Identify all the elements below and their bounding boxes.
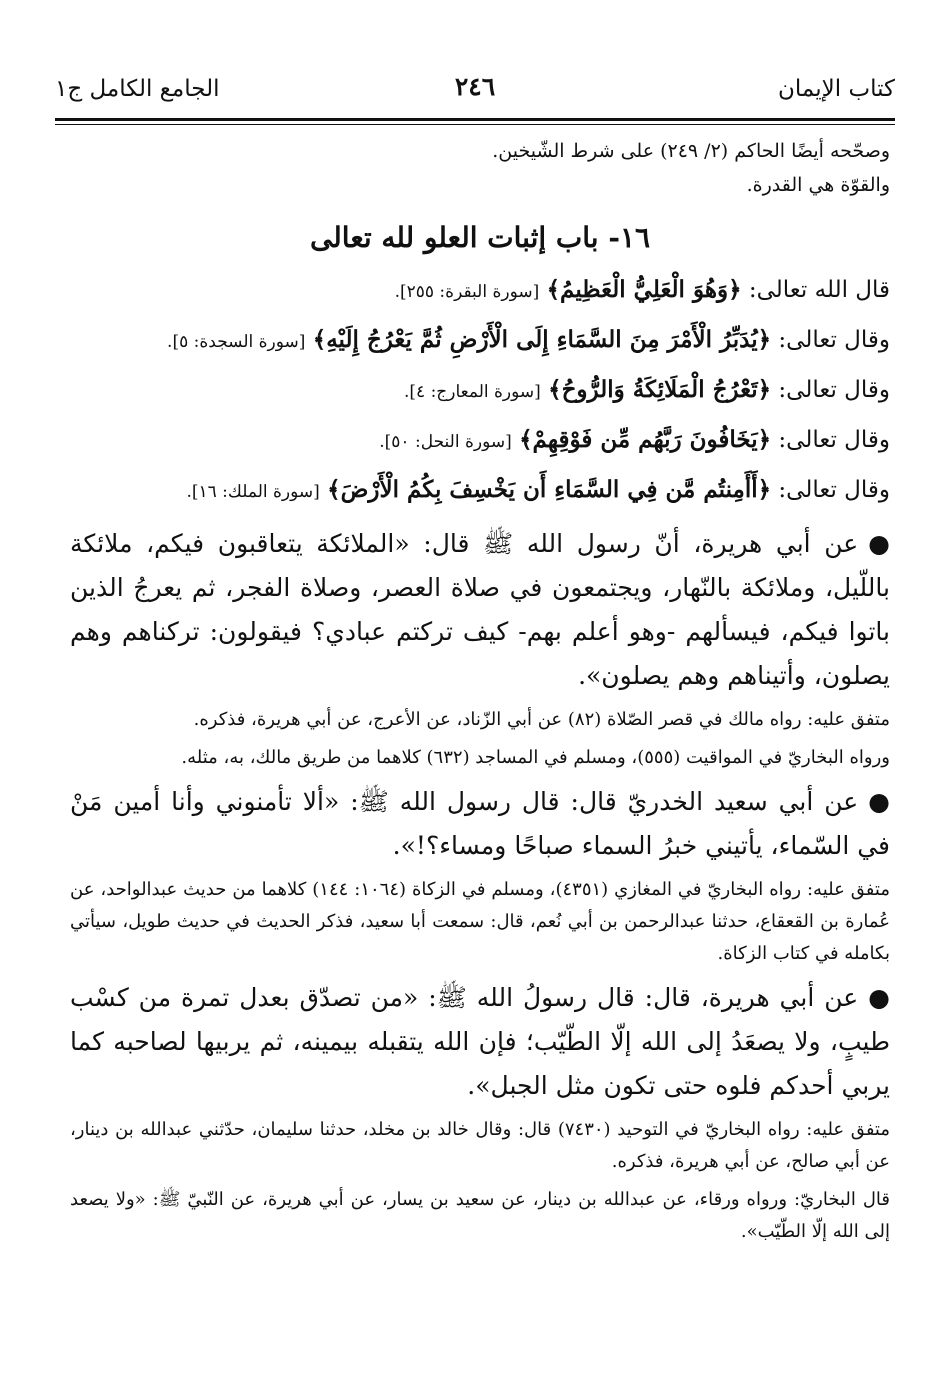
header-book-section: كتاب الإيمان: [778, 76, 895, 102]
verse-line: [70, 316, 890, 366]
hadith-2-source: متفق عليه: رواه البخاريّ في المغازي (٤٣٥١)، ومسلم في الزكاة (١٠٦٤: ١٤٤) كلاهما من حديث عبدالواحد، عن عُمارة بن القعقاع، حدثنا عبدالرحمن بن أبي نُعم، قال: سمعت أبا سعيد، فذكر الحديث في حديث طويل، سيأتي بكامله في كتاب الزكاة.: [70, 879, 890, 964]
bullet-icon: ●: [868, 529, 890, 558]
hadith-text: عن أبي هريرة، قال: قال رسولُ الله ﷺ: «من تصدّق بعدل تمرة من كسْب طيبٍ، ولا يصعَدُ إلى الله إلّا الطّيّب؛ فإن الله يتقبله بيمينه، ثم يربيها لصاحبه كما يربي أحدكم فلوه حتى تكون مثل الجبل».: [70, 983, 890, 1100]
verse-lead: وقال تعالى:: [778, 327, 890, 353]
header-rule-thin: [55, 124, 895, 125]
verse-line: [70, 466, 890, 516]
hadith-1-source-a: متفق عليه: رواه مالك في قصر الصّلاة (٨٢) عن أبي الزّناد، عن الأعرج، عن أبي هريرة، فذكره.: [193, 709, 890, 730]
header-page-number: ٢٤٦: [454, 72, 496, 101]
verse-lead: وقال تعالى:: [778, 427, 890, 453]
hadith-3-source-b: قال البخاريّ: ورواه ورقاء، عن عبدالله بن دينار، عن سعيد بن يسار، عن أبي هريرة، عن النّبيّ ﷺ: «ولا يصعد إلى الله إلّا الطّيّب».: [70, 1189, 890, 1242]
page-header: [55, 70, 895, 110]
header-rule-thick: [55, 118, 895, 121]
surah-reference: [سورة البقرة: ٢٥٥].: [394, 282, 540, 302]
quran-text: ﴿يُدَبِّرُ الْأَمْرَ مِنَ السَّمَاءِ إِلَى الْأَرْضِ ثُمَّ يَعْرُجُ إِلَيْهِ﴾: [312, 326, 772, 353]
quran-text: ﴿أَأَمِنتُم مَّن فِي السَّمَاءِ أَن يَخْسِفَ بِكُمُ الْأَرْضَ﴾: [327, 476, 772, 503]
verse-lead: وقال تعالى:: [778, 377, 890, 403]
surah-reference: [سورة المعارج: ٤].: [403, 382, 541, 402]
chapter-title: ١٦- باب إثبات العلو لله تعالى: [309, 221, 651, 254]
quran-text: ﴿وَهُوَ الْعَلِيُّ الْعَظِيمُ﴾: [546, 276, 742, 303]
hadith-text: عن أبي هريرة، أنّ رسول الله ﷺ قال: «الملائكة يتعاقبون فيكم، ملائكة باللّيل، وملائكة بالنّهار، ويجتمعون في صلاة العصر، وصلاة الفجر، ثم يعرجُ الذين باتوا فيكم، فيسألهم -وهو أعلم بهم- كيف تركتم عبادي؟ فيقولون: تركناهم وهم يصلون، وأتيناهم وهم يصلون».: [70, 529, 890, 690]
verse-lead: قال الله تعالى:: [748, 277, 890, 303]
surah-reference: [سورة الملك: ١٦].: [186, 482, 320, 502]
hadith-3-source-a: متفق عليه: رواه البخاريّ في التوحيد (٧٤٣٠) قال: وقال خالد بن مخلد، حدثنا سليمان، حدّثني عبدالله بن دينار، عن أبي صالح، عن أبي هريرة، فذكره.: [70, 1119, 890, 1172]
hadith-1: [70, 522, 890, 698]
verse-line: [70, 416, 890, 466]
page-content: [70, 134, 890, 1254]
surah-reference: [سورة السجدة: ٥].: [167, 332, 306, 352]
surah-reference: [سورة النحل: ٥٠].: [379, 432, 512, 452]
hadith-1-source-b: ورواه البخاريّ في المواقيت (٥٥٥)، ومسلم في المساجد (٦٣٢) كلاهما من طريق مالك، به، مثله.: [181, 747, 890, 768]
hadith-2: [70, 780, 890, 868]
quran-text: ﴿تَعْرُجُ الْمَلَائِكَةُ وَالرُّوحُ﴾: [548, 376, 772, 403]
quran-text: ﴿يَخَافُونَ رَبَّهُم مِّن فَوْقِهِمْ﴾: [519, 426, 772, 453]
verse-line: [70, 366, 890, 416]
bullet-icon: ●: [868, 983, 890, 1012]
header-book-title: الجامع الكامل ج١: [55, 76, 220, 102]
verse-line: [70, 266, 890, 316]
verse-lead: وقال تعالى:: [778, 477, 890, 503]
bullet-icon: ●: [868, 787, 890, 816]
hadith-3: [70, 976, 890, 1108]
hadith-text: عن أبي سعيد الخدريّ قال: قال رسول الله ﷺ: «ألا تأمنوني وأنا أمين مَنْ في السّماء، يأتيني خبرُ السماء صباحًا ومساء؟!».: [70, 787, 890, 860]
intro-line-1: وصحّحه أيضًا الحاكم (٢/ ٢٤٩) على شرط الشّيخين.: [492, 140, 890, 162]
intro-line-2: والقوّة هي القدرة.: [746, 174, 890, 196]
